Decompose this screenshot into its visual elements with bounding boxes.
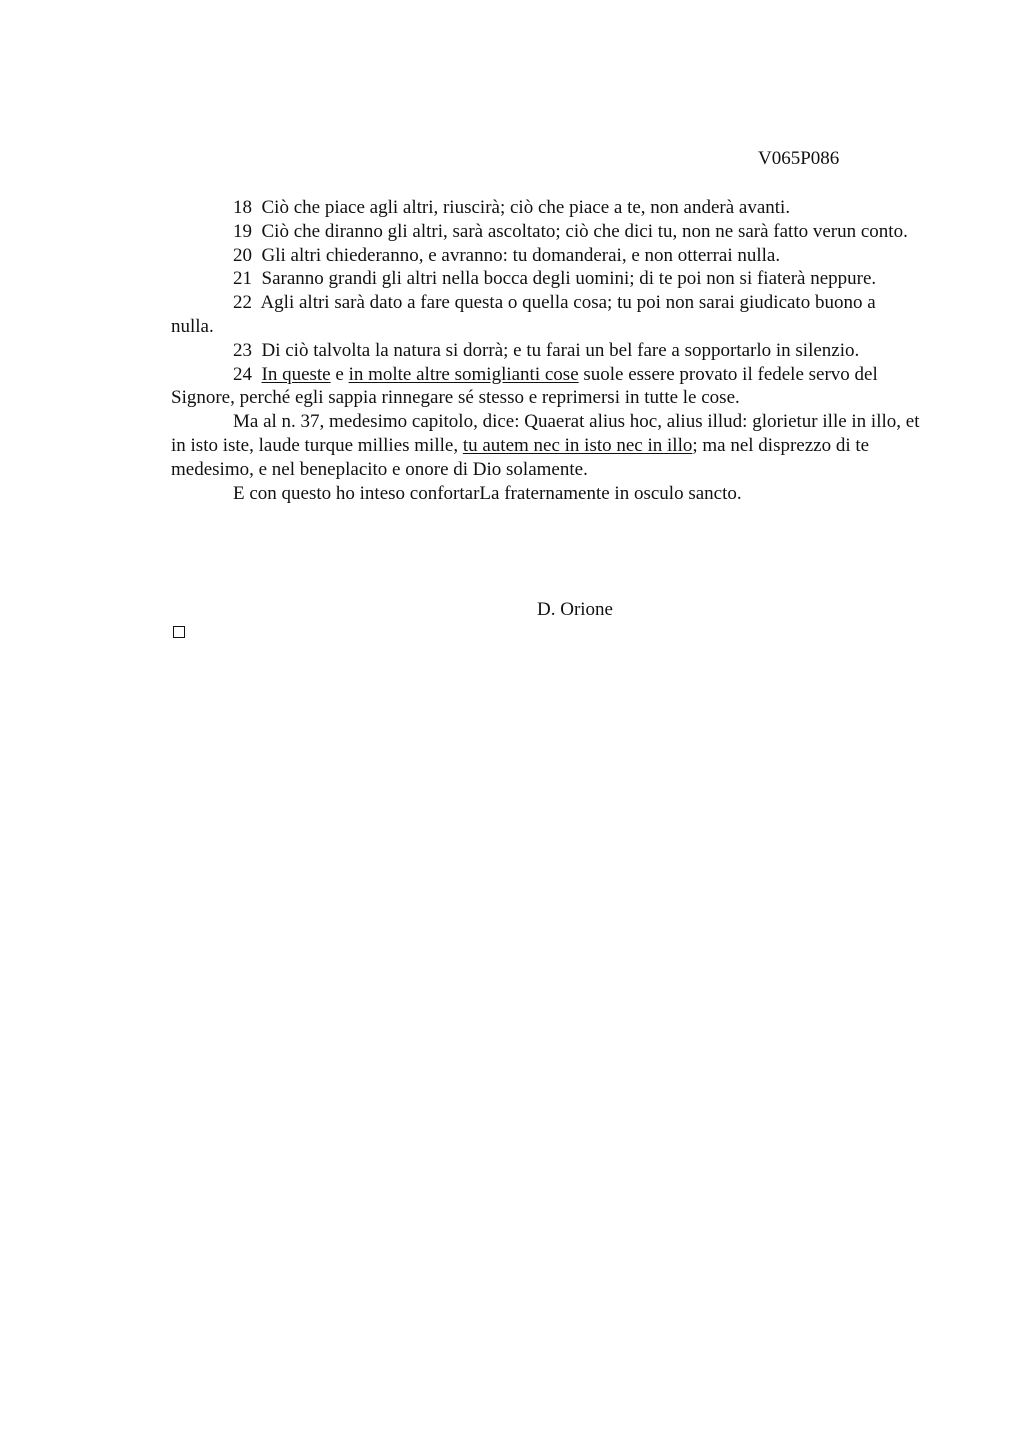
numbered-item-20 [171,244,923,268]
letter-body [171,196,923,505]
paragraph-text: Ma al n. 37, medesimo capitolo, dice: Quaerat alius hoc, alius illud: glorietur ille in illo, et in isto iste, laude turque millies mille, [171,411,920,456]
numbered-item-22 [171,291,923,339]
item-text: Gli altri chiederanno, e avranno: tu domanderai, e non otterrai nulla. [261,244,781,266]
numbered-item-18 [171,196,923,220]
square-box-icon [173,626,185,638]
numbered-item-21 [171,267,923,291]
paragraph-text: ; ma nel disprezzo di te medesimo, e nel beneplacito e onore di Dio solamente. [171,434,870,480]
signature: D. Orione [537,599,613,620]
item-number: 18 [233,197,252,218]
item-number: 21 [233,268,252,290]
numbered-item-19 [171,220,923,244]
quote-paragraph [171,410,923,481]
item-text: e [335,363,344,385]
page-code: V065P086 [758,148,840,169]
underlined-phrase: in molte altre somiglianti cose [348,363,579,385]
numbered-item-24 [171,363,923,411]
item-text: Di ciò talvolta la natura si dorrà; e tu farai un bel fare a sopportarlo in silenzio. [261,339,860,361]
item-number: 23 [233,339,252,361]
item-number: 22 [233,292,252,314]
numbered-item-23 [171,339,923,363]
item-number: 20 [233,244,252,266]
item-text: Ciò che diranno gli altri, sarà ascoltato; ciò che dici tu, non ne sarà fatto verun conto. [261,220,908,242]
underlined-phrase: tu autem nec in isto nec in illo [462,434,693,456]
item-text: suole essere provato il fedele servo del Signore, perché egli sappia rinnegare sé stesso e reprimersi in tutte le cose. [171,363,878,409]
item-text: Saranno grandi gli altri nella bocca degli uomini; di te poi non si fiaterà neppure. [261,268,877,290]
underlined-phrase: In queste [261,363,331,385]
closing-paragraph: E con questo ho inteso confortarLa fraternamente in osculo sancto. [233,482,742,504]
item-text: Agli altri sarà dato a fare questa o quella cosa; tu poi non sarai giudicato buono a nulla. [171,292,876,337]
item-number: 19 [233,220,252,242]
item-text: Ciò che piace agli altri, riuscirà; ciò che piace a te, non anderà avanti. [261,197,791,218]
item-number: 24 [233,363,252,385]
